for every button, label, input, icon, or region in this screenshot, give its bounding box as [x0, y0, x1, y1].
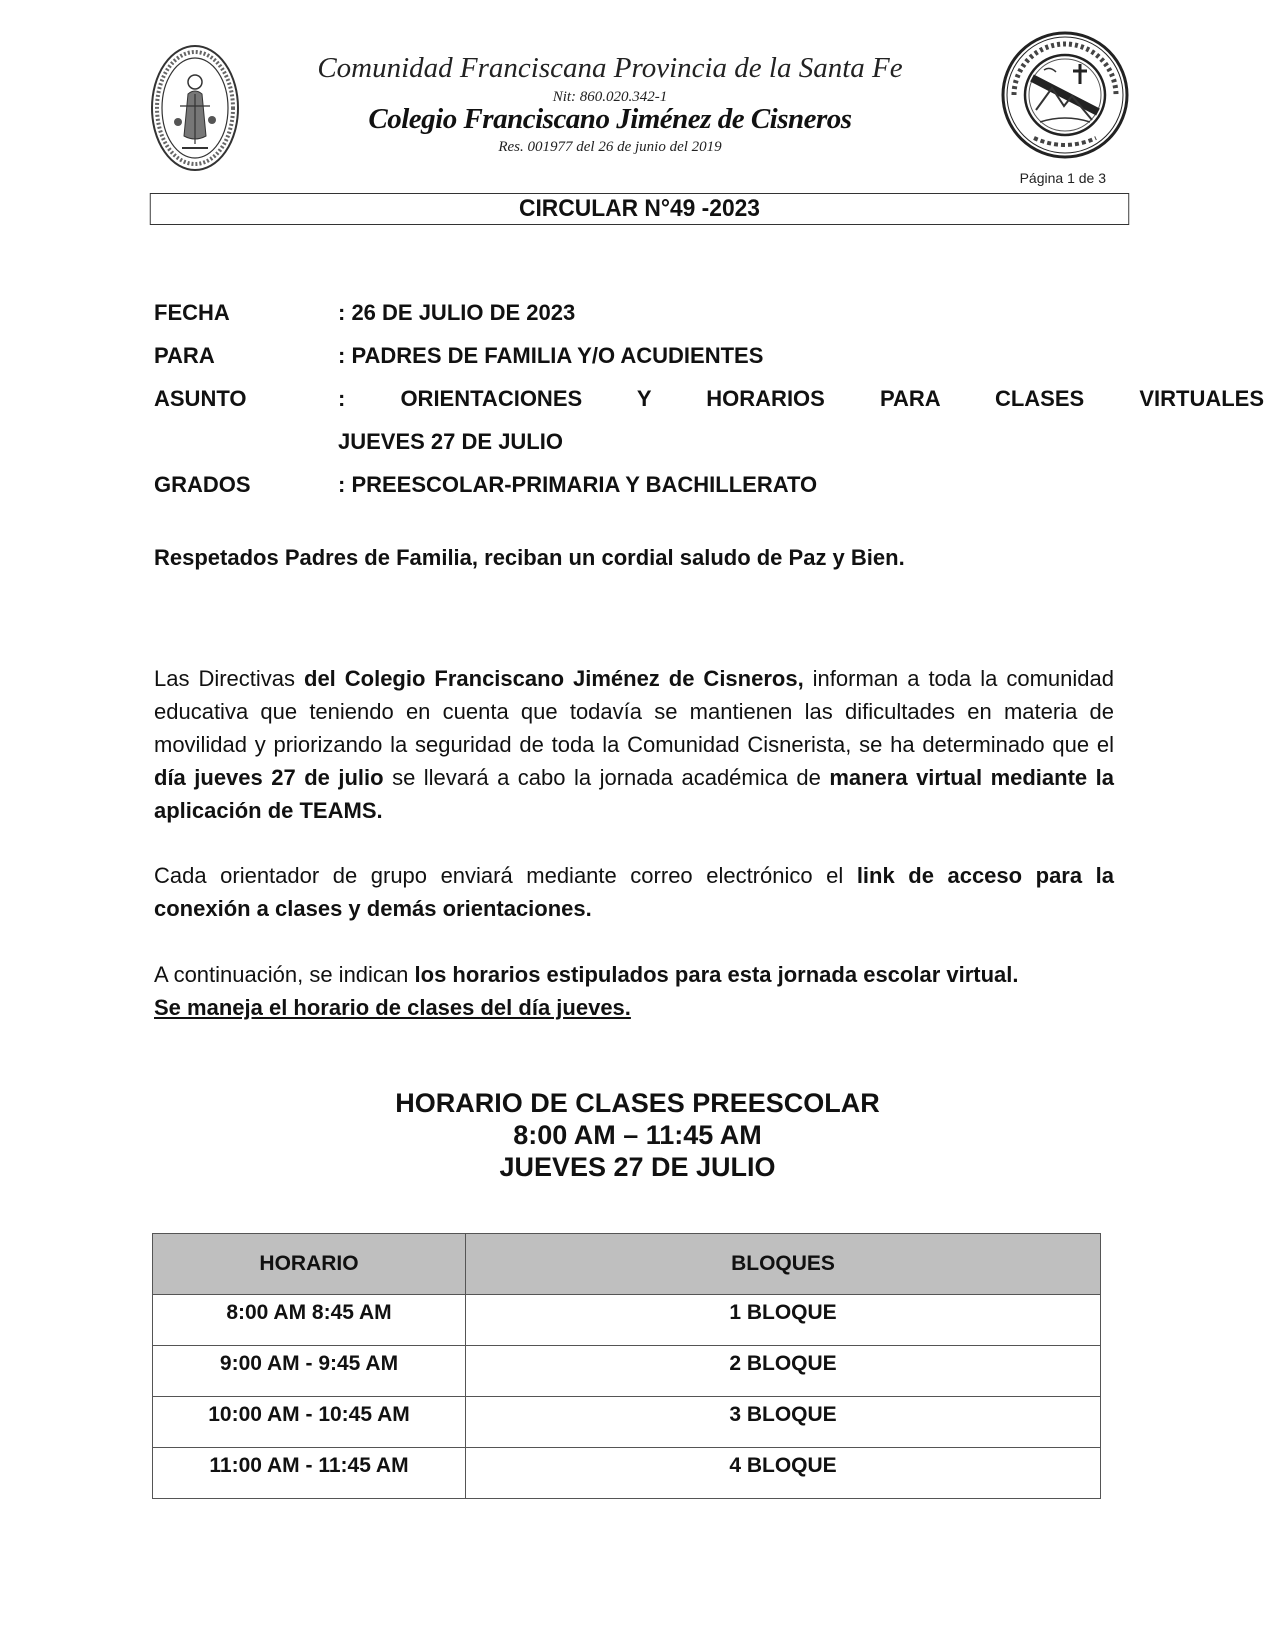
grados-label: GRADOS [154, 472, 251, 497]
circular-title: CIRCULAR N°49 -2023 [150, 193, 1129, 225]
bloque-cell: 4 BLOQUE [466, 1448, 1101, 1499]
bloque-cell: 2 BLOQUE [466, 1346, 1101, 1397]
school-emblem-seal [1000, 30, 1130, 160]
schedule-table [152, 1233, 1101, 1499]
para-label: PARA [154, 343, 215, 368]
fecha-value: : 26 DE JULIO DE 2023 [338, 300, 576, 325]
table-row [153, 1346, 1101, 1397]
greeting: Respetados Padres de Familia, reciban un cordial saludo de Paz y Bien. [154, 545, 905, 570]
table-row [153, 1295, 1101, 1346]
schedule-date: JUEVES 27 DE JULIO [499, 1152, 776, 1182]
horario-cell: 8:00 AM 8:45 AM [153, 1295, 466, 1346]
p1-bold-2: día jueves 27 de julio [154, 765, 384, 790]
franciscan-province-seal [150, 44, 240, 172]
paragraph-horarios [154, 958, 1114, 1024]
p2-text-1: Cada orientador de grupo enviará mediante correo electrónico el [154, 863, 857, 888]
paragraph-directivas [154, 662, 1114, 827]
col-horario: HORARIO [153, 1234, 466, 1295]
grados-value: : PREESCOLAR-PRIMARIA Y BACHILLERATO [338, 472, 818, 497]
horario-cell: 9:00 AM - 9:45 AM [153, 1346, 466, 1397]
table-row [153, 1448, 1101, 1499]
page-number: Página 1 de 3 [1019, 170, 1106, 186]
table-header-row [153, 1234, 1101, 1295]
asunto-value-line2: JUEVES 27 DE JULIO [338, 429, 563, 454]
para-value: : PADRES DE FAMILIA Y/O ACUDIENTES [338, 343, 764, 368]
p1-text-3: se llevará a cabo la jornada académica de [383, 765, 830, 790]
schedule-time-range: 8:00 AM – 11:45 AM [513, 1120, 762, 1150]
asunto-label: ASUNTO [154, 386, 247, 411]
p3-underlined: Se maneja el horario de clases del día jueves. [154, 995, 631, 1020]
p1-bold-3: manera virtual mediante la aplicación de TEAMS. [154, 765, 1114, 823]
schedule-title: HORARIO DE CLASES PREESCOLAR [395, 1088, 880, 1118]
p1-text-1: Las Directivas [154, 666, 304, 691]
p3-text-1: A continuación, se indican [154, 962, 415, 987]
p3-bold-1: los horarios estipulados para esta jornada escolar virtual. [414, 962, 1019, 987]
col-bloques: BLOQUES [466, 1234, 1101, 1295]
p2-bold-1: link de acceso para la conexión a clases y demás orientaciones. [154, 863, 1114, 921]
bloque-cell: 3 BLOQUE [466, 1397, 1101, 1448]
horario-cell: 10:00 AM - 10:45 AM [153, 1397, 466, 1448]
horario-cell: 11:00 AM - 11:45 AM [153, 1448, 466, 1499]
nit-number: Nit: 860.020.342-1 [552, 89, 668, 105]
asunto-value-line1: : ORIENTACIONES Y HORARIOS PARA CLASES VIRTUALES [338, 386, 1264, 411]
bloque-cell: 1 BLOQUE [466, 1295, 1101, 1346]
school-name: Colegio Franciscano Jiménez de Cisneros [368, 103, 852, 135]
p1-bold-1: del Colegio Franciscano Jiménez de Cisneros, [304, 666, 804, 691]
p1-text-2: informan a toda la comunidad educativa que teniendo en cuenta que todavía se mantienen las dificultades en materia de movilidad y priorizando la seguridad de toda la Comunidad Cisnerista, se ha determinado que el [154, 666, 1114, 757]
table-row [153, 1397, 1101, 1448]
paragraph-orientador [154, 859, 1114, 925]
community-name: Comunidad Franciscana Provincia de la Santa Fe [317, 52, 903, 84]
resolution-text: Res. 001977 del 26 de junio del 2019 [498, 139, 722, 155]
fecha-label: FECHA [154, 300, 230, 325]
